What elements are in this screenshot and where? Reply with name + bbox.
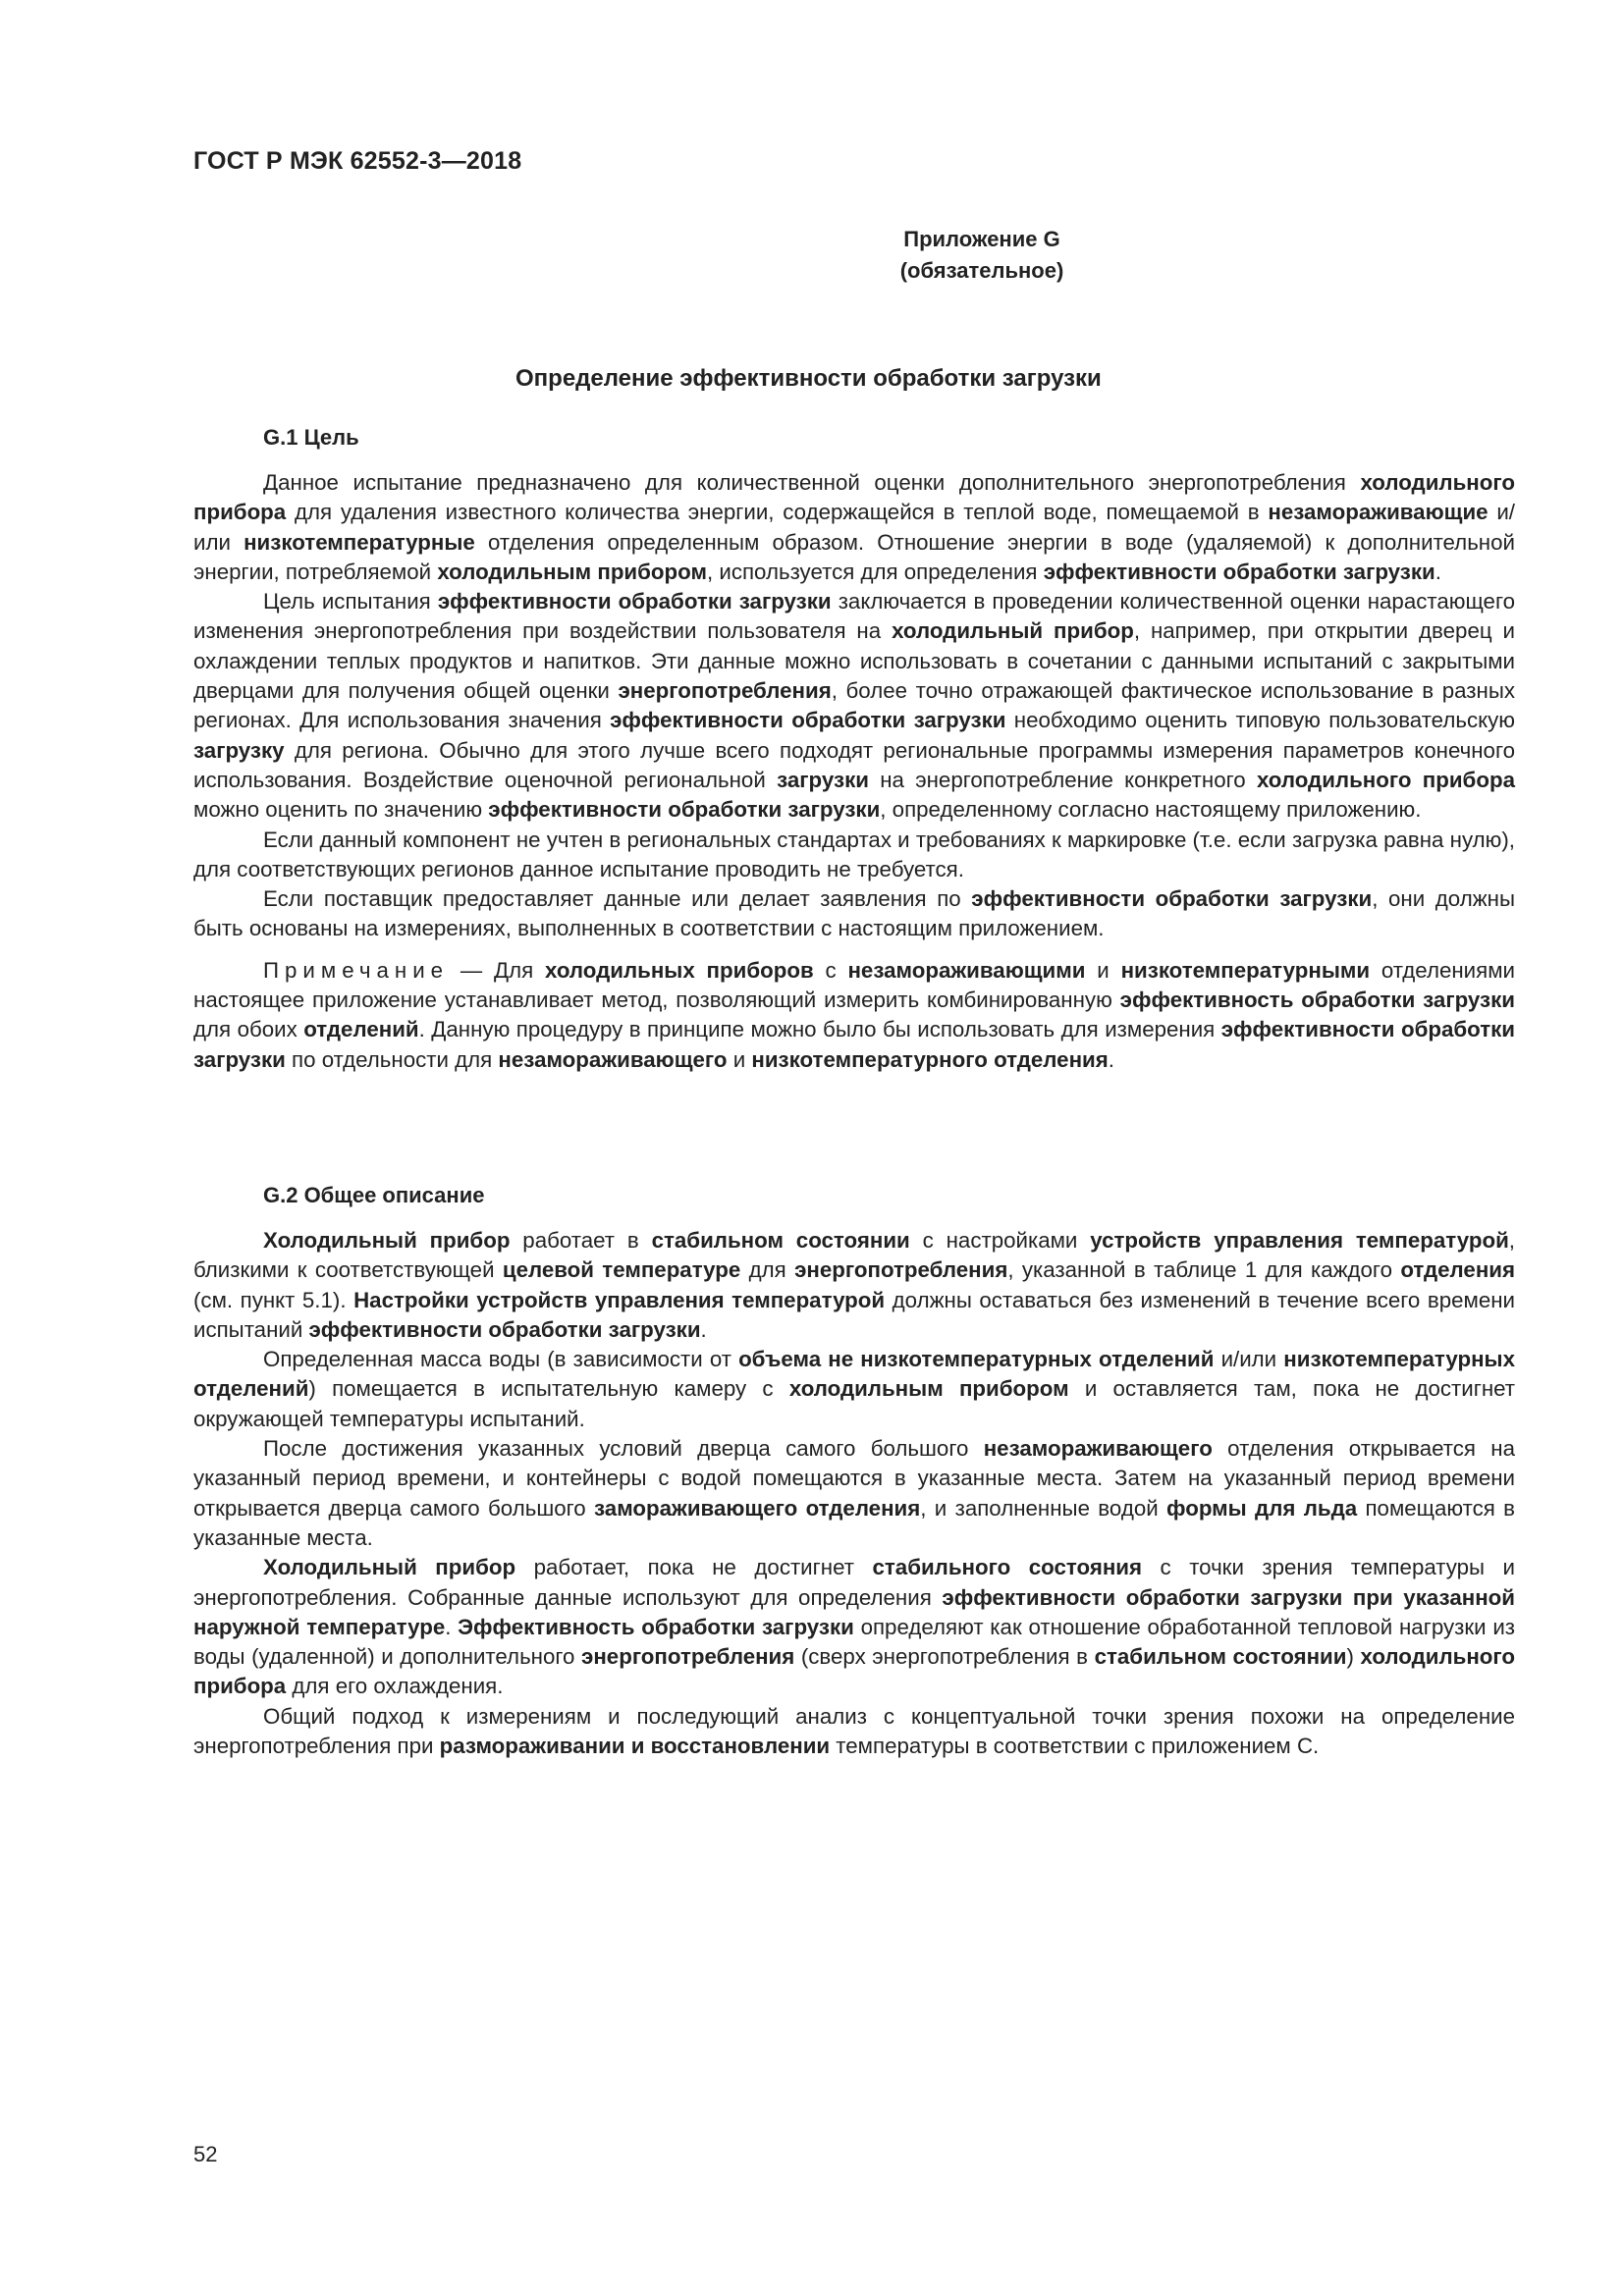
text-run: , они должны быть основаны на измерениях, выполненных в соответствии с настоящим приложением. (193, 886, 1515, 941)
bold-term: отделения (1400, 1257, 1516, 1283)
text-run: отделения определенным образом. Отношение энергии в воде (удаляемой) к дополнительной энергии, потребляемой (193, 529, 1515, 584)
text-run: — Для (449, 957, 545, 983)
text-run: можно оценить по значению (193, 797, 489, 823)
bold-term: холодильного прибора (1256, 767, 1515, 792)
bold-term: стабильном состоянии (651, 1228, 910, 1253)
text-run: с настройками (909, 1228, 1091, 1253)
section-g2-body (193, 1226, 1515, 1761)
bold-term: Холодильный прибор (263, 1228, 511, 1253)
text-run: для удаления известного количества энергии, содержащейся в теплой воде, помещаемой в (286, 500, 1269, 525)
bold-term: эффективность обработки загрузки (1119, 988, 1515, 1013)
bold-term: объема не низкотемпературных отделений (738, 1347, 1215, 1372)
bold-term: стабильного состояния (872, 1555, 1143, 1580)
bold-term: холодильного прибора (193, 470, 1515, 525)
paragraph (193, 468, 1515, 587)
bold-term: низкотемпературных отделений (193, 1347, 1515, 1402)
bold-term: отделений (303, 1017, 419, 1042)
bold-term: эффективности обработки загрузки при указанной наружной температуре (193, 1584, 1515, 1639)
text-run: , и заполненные водой (920, 1495, 1167, 1521)
text-run: , например, при открытии дверец и охлаждении теплых продуктов и напитков. Эти данные можно использовать в сочетании с данными испытаний с закрытыми дверцами для получения общей оценки (193, 618, 1515, 704)
text-run: с (813, 957, 848, 983)
text-run: . (1435, 559, 1441, 584)
bold-term: стабильном состоянии (1094, 1644, 1347, 1670)
bold-term: Холодильный прибор (263, 1555, 516, 1580)
text-run: отделения открывается на указанный период времени, и контейнеры с водой помещаются в указанные места. Затем на указанный период времени открывается дверца самого большого (193, 1436, 1515, 1521)
paragraph (193, 1345, 1515, 1434)
text-run: . (445, 1614, 459, 1639)
bold-term: незамораживающими (847, 957, 1086, 983)
text-run: , определенному согласно настоящему приложению. (880, 797, 1422, 823)
paragraph (193, 587, 1515, 825)
bold-term: низкотемпературного отделения (751, 1046, 1109, 1072)
text-run: Данное испытание предназначено для количественной оценки дополнительного энергопотребления (263, 470, 1361, 495)
standard-header: ГОСТ Р МЭК 62552-3—2018 (193, 147, 522, 175)
paragraph (193, 1702, 1515, 1762)
text-run: работает в (510, 1228, 652, 1253)
text-run: определяют как отношение обработанной тепловой нагрузки из воды (удаленной) и дополнительного (193, 1614, 1515, 1670)
bold-term: энергопотребления (618, 678, 832, 704)
text-run: и (727, 1046, 752, 1072)
text-run: , более точно отражающей фактическое использование в разных регионах. Для использования значения (193, 678, 1515, 733)
text-run: и/или (193, 500, 1515, 555)
bold-term: целевой температуре (502, 1257, 741, 1283)
text-run: ) помещается в испытательную камеру с (308, 1376, 789, 1402)
bold-term: холодильного прибора (193, 1644, 1516, 1699)
text-run: , используется для определения (706, 559, 1044, 584)
text-run: для (740, 1257, 795, 1283)
bold-term: холодильный прибор (892, 618, 1134, 644)
text-run: и (1085, 957, 1121, 983)
note-paragraph (193, 956, 1515, 1075)
text-run: для региона. Обычно для этого лучше всего подходят региональные программы измерения параметров конечного использования. Воздействие оценочной региональной (193, 737, 1515, 792)
text-run: После достижения указанных условий дверца самого большого (263, 1436, 984, 1462)
text-run: работает, пока не достигнет (515, 1555, 873, 1580)
bold-term: замораживающего отделения (594, 1495, 921, 1521)
text-run: Если данный компонент не учтен в региональных стандартах и требованиях к маркировке (т.е. если загрузка равна нулю), для соответствующих регионов данное испытание проводить не требуется. (193, 827, 1515, 881)
text-run: . (1108, 1046, 1114, 1072)
text-run: Определенная масса воды (в зависимости от (263, 1347, 739, 1372)
appendix-status: (обязательное) (899, 258, 1064, 283)
text-run: Если поставщик предоставляет данные или делает заявления по (263, 886, 972, 912)
bold-term: незамораживающего (983, 1436, 1213, 1462)
bold-term: эффективности обработки загрузки (437, 589, 832, 614)
text-run: . (700, 1316, 707, 1342)
text-run: должны оставаться без изменений в течение всего времени испытаний (193, 1287, 1515, 1342)
text-run: ) (1346, 1644, 1361, 1670)
page-title: Определение эффективности обработки загрузки (515, 365, 1102, 392)
text-run: Общий подход к измерениям и последующий анализ с концептуальной точки зрения похожи на определение энергопотребления при (193, 1703, 1515, 1759)
paragraph (193, 1226, 1515, 1345)
bold-term: низкотемпературные (244, 529, 475, 555)
text-run: (сверх энергопотребления в (794, 1644, 1095, 1670)
bold-term: эффективности обработки загрузки (488, 797, 881, 823)
bold-term: холодильных приборов (544, 957, 814, 983)
text-run: необходимо оценить типовую пользовательскую (1005, 708, 1515, 733)
text-run: с точки зрения температуры и энергопотребления. Собранные данные используют для определения (193, 1555, 1515, 1610)
bold-term: размораживании и восстановлении (439, 1734, 831, 1759)
bold-term: холодильным прибором (788, 1376, 1069, 1402)
bold-term: эффективности обработки загрузки (1043, 559, 1435, 584)
section-heading-g1: G.1 Цель (263, 425, 359, 450)
bold-term: незамораживающего (498, 1046, 728, 1072)
bold-term: незамораживающие (1268, 500, 1489, 525)
text-run: . Данную процедуру в принципе можно было бы использовать для измерения (418, 1017, 1221, 1042)
bold-term: эффективности обработки загрузки (193, 1017, 1515, 1072)
bold-term: загрузку (193, 737, 285, 763)
text-run: и/или (1214, 1347, 1284, 1372)
appendix-heading (0, 224, 1624, 287)
text-run: помещаются в указанные места. (193, 1495, 1516, 1550)
bold-term: энергопотребления (581, 1644, 795, 1670)
bold-term: энергопотребления (794, 1257, 1008, 1283)
bold-term: загрузки (777, 767, 869, 792)
text-run: , указанной в таблице 1 для каждого (1007, 1257, 1401, 1283)
paragraph (193, 1434, 1515, 1553)
text-run: (см. пункт 5.1). (193, 1287, 354, 1312)
bold-term: низкотемпературными (1120, 957, 1371, 983)
text-run: Цель испытания (263, 589, 438, 614)
bold-term: эффективности обработки загрузки (308, 1316, 701, 1342)
text-run: заключается в проведении количественной оценки нарастающего изменения энергопотребления при воздействии пользователя на (193, 589, 1515, 644)
bold-term: холодильным прибором (437, 559, 707, 584)
page-number: 52 (193, 2142, 218, 2166)
bold-term: эффективности обработки загрузки (971, 886, 1373, 912)
bold-term: устройств управления температурой (1090, 1228, 1509, 1253)
text-run: на энергопотребление конкретного (868, 767, 1257, 792)
bold-term: Эффективность обработки загрузки (458, 1614, 854, 1639)
bold-term: формы для льда (1166, 1495, 1358, 1521)
text-run: для его охлаждения. (286, 1674, 504, 1699)
text-run: температуры в соответствии с приложением С. (830, 1734, 1320, 1759)
bold-term: эффективности обработки загрузки (610, 708, 1006, 733)
bold-term: Настройки устройств управления температурой (353, 1287, 886, 1312)
paragraph (193, 884, 1515, 944)
paragraph (193, 826, 1515, 885)
section-g1-body (193, 468, 1515, 1075)
appendix-label: Приложение G (903, 227, 1060, 251)
text-run: по отдельности для (285, 1046, 499, 1072)
paragraph (193, 1553, 1515, 1701)
text-run: и оставляется там, пока не достигнет окружающей температуры испытаний. (193, 1376, 1516, 1431)
section-heading-g2: G.2 Общее описание (263, 1183, 485, 1207)
text-run: для обоих (193, 1017, 304, 1042)
text-run: отделениями настоящее приложение устанавливает метод, позволяющий измерить комбинированную (193, 957, 1515, 1013)
note-label: Примечание (263, 957, 450, 983)
text-run: , близкими к соответствующей (193, 1228, 1515, 1283)
